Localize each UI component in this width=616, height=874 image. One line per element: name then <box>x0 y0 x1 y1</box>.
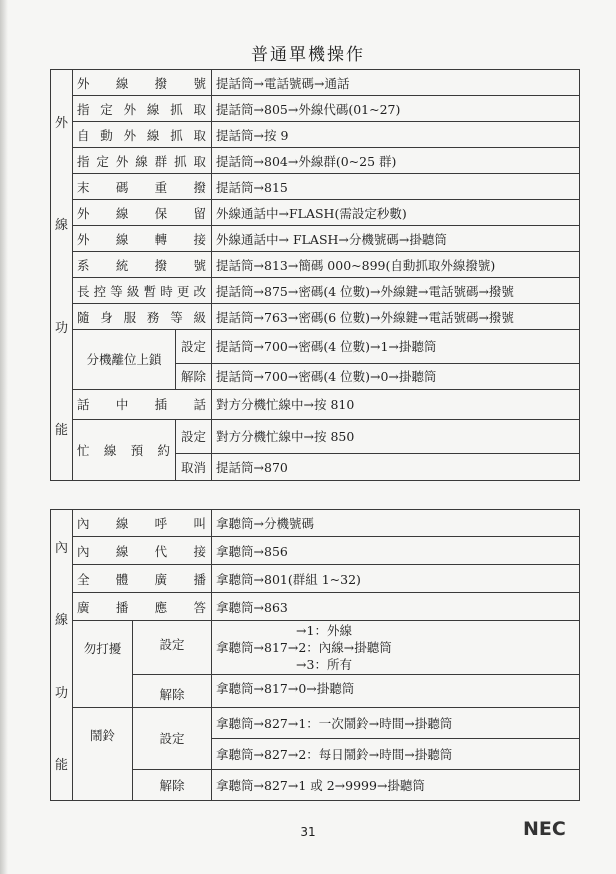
inside-line-table <box>50 509 580 801</box>
operation-steps: 對方分機忙線中→按 850 <box>212 419 580 454</box>
feature-name: 自動外線抓取 <box>73 122 212 148</box>
table-row <box>51 419 580 454</box>
operation-steps: 提話筒→按 9 <box>212 122 580 148</box>
table-row <box>51 278 580 304</box>
outside-line-table <box>50 69 580 481</box>
operation-steps: 拿聽筒→827→2：每日鬧鈴→時間→掛聽筒 <box>212 739 580 770</box>
feature-name: 話中插話 <box>73 389 212 419</box>
operation-steps: 提話筒→700→密碼(4 位數)→0→掛聽筒 <box>212 363 580 389</box>
sub-label-set: 設定 <box>133 621 212 675</box>
sub-label-release: 解除 <box>176 363 212 389</box>
feature-name: 外線轉接 <box>73 226 212 252</box>
table-row <box>51 304 580 330</box>
feature-name: 內線呼叫 <box>73 510 212 537</box>
feature-name: 長控等級暫時更改 <box>73 278 212 304</box>
table-row <box>51 174 580 200</box>
feature-name: 內線代接 <box>73 537 212 565</box>
operation-steps: 對方分機忙線中→按 810 <box>212 389 580 419</box>
table-row <box>51 330 580 364</box>
feature-name: 系統撥號 <box>73 252 212 278</box>
sub-label-set: 設定 <box>176 419 212 454</box>
table-row <box>51 565 580 593</box>
section-label-inside: 內 線 功 能 <box>51 510 73 801</box>
feature-name: 廣播應答 <box>73 593 212 621</box>
table-row <box>51 389 580 419</box>
table-row <box>51 510 580 537</box>
table-row <box>51 70 580 96</box>
feature-name-alarm: 鬧鈴 <box>73 707 133 801</box>
feature-name: 末碼重撥 <box>73 174 212 200</box>
table-row <box>51 96 580 122</box>
feature-name: 指定外線群抓取 <box>73 148 212 174</box>
operation-steps: 提話筒→813→簡碼 000~899(自動抓取外線撥號) <box>212 252 580 278</box>
feature-name: 外線撥號 <box>73 70 212 96</box>
feature-name: 外線保留 <box>73 200 212 226</box>
table-row <box>51 621 580 675</box>
table-row <box>51 593 580 621</box>
table-row <box>51 200 580 226</box>
table-row <box>51 226 580 252</box>
operation-steps: 提話筒→763→密碼(6 位數)→外線鍵→電話號碼→撥號 <box>212 304 580 330</box>
feature-name-lock: 分機離位上鎖 <box>73 330 176 390</box>
table-row <box>51 252 580 278</box>
table-row <box>51 537 580 565</box>
operation-steps: 提話筒→804→外線群(0~25 群) <box>212 148 580 174</box>
feature-name: 全體廣播 <box>73 565 212 593</box>
operation-steps: 拿聽筒→817→0→掛聽筒 <box>212 674 580 707</box>
operation-steps: 拿聽筒→827→1：一次鬧鈴→時間→掛聽筒 <box>212 707 580 739</box>
operation-steps: 拿聽筒→827→1 或 2→9999→掛聽筒 <box>212 770 580 801</box>
sub-label-release: 解除 <box>133 770 212 801</box>
operation-steps: 外線通話中→ FLASH→分機號碼→掛聽筒 <box>212 226 580 252</box>
sub-label-cancel: 取消 <box>176 454 212 481</box>
feature-name: 隨身服務等級 <box>73 304 212 330</box>
operation-steps: 拿聽筒→801(群組 1~32) <box>212 565 580 593</box>
table-row <box>51 148 580 174</box>
page-title: 普通單機操作 <box>251 45 365 65</box>
operation-steps: 拿聽筒→分機號碼 <box>212 510 580 537</box>
sub-label-release: 解除 <box>133 674 212 707</box>
operation-steps-dnd-set: →1：外線 拿聽筒→817→2：內線→掛聽筒 →3：所有 <box>212 621 580 675</box>
nec-logo: NEC <box>523 818 566 840</box>
page-number: 31 <box>300 825 316 839</box>
operation-steps: 提話筒→815 <box>212 174 580 200</box>
feature-name: 指定外線抓取 <box>73 96 212 122</box>
feature-name-dnd: 勿打擾 <box>73 621 133 708</box>
table-row <box>51 707 580 739</box>
operation-steps: 提話筒→700→密碼(4 位數)→1→掛聽筒 <box>212 330 580 364</box>
feature-name-busy: 忙線預約 <box>73 419 176 481</box>
operation-steps: 拿聽筒→856 <box>212 537 580 565</box>
sub-label-set: 設定 <box>176 330 212 364</box>
operation-steps: 提話筒→875→密碼(4 位數)→外線鍵→電話號碼→撥號 <box>212 278 580 304</box>
operation-steps: 拿聽筒→863 <box>212 593 580 621</box>
section-label-outside: 外 線 功 能 <box>51 70 73 481</box>
operation-steps: 提話筒→電話號碼→通話 <box>212 70 580 96</box>
operation-steps: 提話筒→805→外線代碼(01~27) <box>212 96 580 122</box>
operation-steps: 外線通話中→FLASH(需設定秒數) <box>212 200 580 226</box>
table-row <box>51 122 580 148</box>
sub-label-set: 設定 <box>133 707 212 770</box>
page-edge-shadow <box>0 0 8 874</box>
operation-steps: 提話筒→870 <box>212 454 580 481</box>
